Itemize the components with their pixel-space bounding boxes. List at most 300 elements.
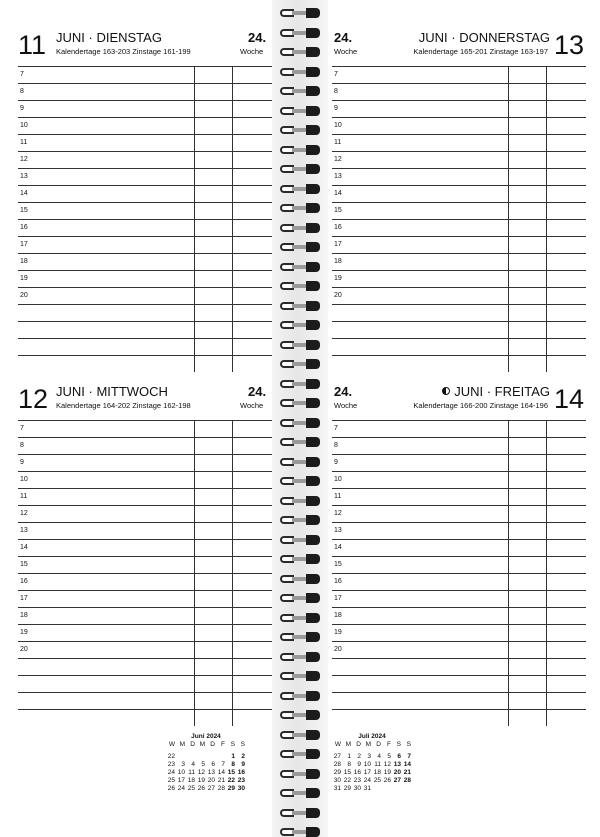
calendar-day: 4: [377, 753, 381, 760]
hour-label: 19: [20, 275, 28, 282]
column-divider: [508, 66, 509, 372]
spiral-ring: [280, 691, 320, 701]
calendar-day: [216, 753, 226, 761]
calendar-day: 5: [387, 753, 391, 760]
hour-label: 13: [20, 173, 28, 180]
spiral-ring: [280, 749, 320, 759]
spiral-ring: [280, 398, 320, 408]
calendar-day: 26: [197, 785, 205, 792]
spiral-ring: [280, 86, 320, 96]
spiral-ring: [280, 379, 320, 389]
hour-row[interactable]: [332, 692, 586, 709]
hour-row[interactable]: [332, 185, 586, 202]
calendar-day: 10: [363, 761, 371, 768]
calendar-day: 22: [343, 777, 351, 784]
mini-calendar-title: Juni 2024: [191, 733, 221, 740]
hour-row[interactable]: [332, 556, 586, 573]
hour-row[interactable]: [332, 219, 586, 236]
calendar-day: 3: [181, 761, 185, 768]
weekday-header: D: [376, 741, 381, 748]
weekday-header: D: [356, 741, 361, 748]
spiral-ring: [280, 359, 320, 369]
hour-row[interactable]: [332, 624, 586, 641]
hour-row[interactable]: [332, 573, 586, 590]
hour-grid: [332, 66, 586, 371]
hour-row[interactable]: [18, 304, 272, 321]
hour-grid: [332, 420, 586, 725]
hour-row[interactable]: [332, 287, 586, 304]
weekday-header: W: [334, 741, 341, 748]
hour-row[interactable]: [18, 624, 272, 641]
hour-row[interactable]: [18, 321, 272, 338]
hour-label: 7: [334, 71, 338, 78]
hour-label: 18: [334, 612, 342, 619]
calendar-day: [186, 753, 196, 761]
week-label: Woche: [240, 47, 264, 56]
weekday-header: M: [345, 741, 351, 748]
week-number-cell: 22: [167, 753, 175, 760]
day-number: 13: [553, 30, 584, 60]
calendar-day: 24: [177, 785, 185, 792]
calendar-day: 26: [383, 777, 391, 784]
weekday-header: D: [190, 741, 195, 748]
hour-label: 8: [334, 442, 338, 449]
calendar-day: 2: [357, 753, 361, 760]
hour-label: 14: [334, 190, 342, 197]
hour-label: 16: [20, 578, 28, 585]
calendar-day: [372, 785, 382, 793]
spiral-ring: [280, 515, 320, 525]
week-label: Woche: [240, 401, 264, 410]
left-page: [0, 0, 272, 837]
spiral-ring: [280, 574, 320, 584]
hour-label: 19: [334, 275, 342, 282]
hour-label: 20: [20, 292, 28, 299]
hour-row[interactable]: [332, 539, 586, 556]
hour-row[interactable]: [18, 117, 272, 134]
spiral-ring: [280, 593, 320, 603]
calendar-day: 5: [201, 761, 205, 768]
hour-row[interactable]: [18, 573, 272, 590]
hour-label: 13: [334, 527, 342, 534]
hour-label: 11: [334, 493, 342, 500]
hour-label: 10: [334, 122, 342, 129]
weekday-header: F: [221, 741, 225, 748]
week-number-cell: 24: [167, 769, 175, 776]
week-number: 24.: [248, 384, 267, 399]
hour-grid: [18, 66, 272, 371]
hour-row[interactable]: [332, 304, 586, 321]
spiral-binding: [272, 0, 328, 837]
hour-label: 9: [334, 105, 338, 112]
spiral-ring: [280, 203, 320, 213]
hour-row[interactable]: [18, 287, 272, 304]
mini-calendar-june: [166, 733, 246, 793]
spiral-ring: [280, 496, 320, 506]
calendar-day: 4: [191, 761, 195, 768]
week-number-cell: 31: [333, 785, 341, 792]
calendar-day: 29: [227, 785, 235, 792]
hour-label: 16: [334, 224, 342, 231]
hour-label: 18: [20, 258, 28, 265]
calendar-day: 6: [397, 753, 401, 760]
hour-row[interactable]: [18, 253, 272, 270]
hour-row[interactable]: [18, 437, 272, 454]
calendar-day: 8: [231, 761, 235, 768]
moon-phase-icon: [442, 387, 450, 395]
calendar-week-row: [166, 777, 246, 785]
hour-row[interactable]: [332, 338, 586, 355]
spiral-ring: [280, 242, 320, 252]
mini-calendar-grid: [166, 741, 246, 793]
hour-label: 9: [20, 105, 24, 112]
hour-row[interactable]: [18, 270, 272, 287]
week-number-cell: 29: [333, 769, 341, 776]
calendar-day: 13: [393, 761, 401, 768]
calendar-day: 27: [207, 785, 215, 792]
calendar-day: 7: [407, 753, 411, 760]
hour-row[interactable]: [332, 355, 586, 372]
hour-row[interactable]: [18, 641, 272, 658]
hour-label: 10: [20, 122, 28, 129]
hour-label: 16: [334, 578, 342, 585]
hour-label: 12: [20, 156, 28, 163]
spiral-ring: [280, 671, 320, 681]
calendar-day: [176, 753, 186, 761]
hour-row[interactable]: [332, 253, 586, 270]
calendar-day: 28: [403, 777, 411, 784]
calendar-day: 22: [227, 777, 235, 784]
calendar-week-row: [166, 753, 246, 761]
spiral-ring: [280, 106, 320, 116]
hour-row[interactable]: [18, 151, 272, 168]
spiral-ring: [280, 8, 320, 18]
spiral-ring: [280, 125, 320, 135]
spiral-ring: [280, 418, 320, 428]
hour-grid: [18, 420, 272, 725]
week-number: 24.: [334, 384, 353, 399]
spiral-ring: [280, 769, 320, 779]
spiral-ring: [280, 554, 320, 564]
spiral-ring: [280, 164, 320, 174]
calendar-day: 19: [197, 777, 205, 784]
calendar-day: 23: [353, 777, 361, 784]
spiral-ring: [280, 730, 320, 740]
hour-row[interactable]: [18, 488, 272, 505]
calendar-day: 25: [187, 785, 195, 792]
week-number-cell: 28: [333, 761, 341, 768]
calendar-day: 31: [363, 785, 371, 792]
calendar-day: 3: [367, 753, 371, 760]
hour-label: 15: [334, 561, 342, 568]
calendar-day: 9: [357, 761, 361, 768]
hour-label: 10: [20, 476, 28, 483]
spiral-ring: [280, 281, 320, 291]
calendar-day: 6: [211, 761, 215, 768]
hour-label: 15: [334, 207, 342, 214]
hour-label: 9: [20, 459, 24, 466]
calendar-day: 14: [217, 769, 225, 776]
hour-row[interactable]: [18, 539, 272, 556]
calendar-day: 30: [353, 785, 361, 792]
calendar-day: 13: [207, 769, 215, 776]
spiral-ring: [280, 476, 320, 486]
calendar-day: 23: [237, 777, 245, 784]
calendar-day: [196, 753, 206, 761]
hour-row[interactable]: [18, 590, 272, 607]
column-divider: [232, 420, 233, 726]
hour-row[interactable]: [332, 590, 586, 607]
calendar-day: [402, 785, 412, 793]
week-number: 24.: [248, 30, 267, 45]
mini-calendar-grid: [332, 741, 412, 793]
hour-label: 10: [334, 476, 342, 483]
hour-label: 11: [20, 493, 28, 500]
spiral-ring: [280, 262, 320, 272]
hour-row[interactable]: [18, 236, 272, 253]
hour-row[interactable]: [332, 202, 586, 219]
hour-row[interactable]: [332, 100, 586, 117]
hour-label: 19: [20, 629, 28, 636]
calendar-week-row: [332, 761, 412, 769]
hour-label: 11: [334, 139, 342, 146]
hour-label: 7: [20, 425, 24, 432]
spiral-ring: [280, 710, 320, 720]
spiral-ring: [280, 808, 320, 818]
hour-row[interactable]: [332, 709, 586, 726]
hour-row[interactable]: [332, 168, 586, 185]
hour-row[interactable]: [18, 100, 272, 117]
hour-row[interactable]: [18, 202, 272, 219]
calendar-day: 18: [373, 769, 381, 776]
hour-label: 11: [20, 139, 28, 146]
day-title: JUNI · MITTWOCH: [56, 384, 168, 399]
column-divider: [508, 420, 509, 726]
calendar-day: 19: [383, 769, 391, 776]
hour-row[interactable]: [18, 338, 272, 355]
hour-row[interactable]: [332, 607, 586, 624]
calendar-day: 27: [393, 777, 401, 784]
mini-calendar-title: Juli 2024: [358, 733, 386, 740]
hour-label: 19: [334, 629, 342, 636]
hour-row[interactable]: [332, 151, 586, 168]
hour-row[interactable]: [332, 134, 586, 151]
hour-row[interactable]: [18, 658, 272, 675]
spiral-ring: [280, 827, 320, 837]
hour-row[interactable]: [18, 168, 272, 185]
spiral-ring: [280, 613, 320, 623]
hour-row[interactable]: [18, 355, 272, 372]
day-subtitle: Kalendertage 164-202 Zinstage 162-198: [56, 401, 191, 410]
spiral-ring: [280, 652, 320, 662]
hour-row[interactable]: [332, 505, 586, 522]
calendar-day: 11: [188, 769, 195, 776]
hour-row[interactable]: [18, 219, 272, 236]
hour-row[interactable]: [18, 607, 272, 624]
weekday-header: S: [230, 741, 235, 748]
calendar-day: 24: [363, 777, 371, 784]
hour-label: 14: [334, 544, 342, 551]
hour-label: 18: [334, 258, 342, 265]
hour-label: 15: [20, 561, 28, 568]
calendar-day: 17: [177, 777, 185, 784]
spiral-ring: [280, 145, 320, 155]
calendar-day: 29: [343, 785, 351, 792]
day-title: [442, 385, 550, 399]
hour-label: 20: [334, 292, 342, 299]
hour-row[interactable]: [332, 488, 586, 505]
hour-label: 9: [334, 459, 338, 466]
hour-label: 13: [334, 173, 342, 180]
weekday-header: M: [365, 741, 371, 748]
weekday-header: D: [210, 741, 215, 748]
hour-label: 18: [20, 612, 28, 619]
calendar-week-row: [166, 769, 246, 777]
right-page: [328, 0, 600, 837]
hour-row[interactable]: [18, 556, 272, 573]
hour-row[interactable]: [332, 270, 586, 287]
calendar-day: 9: [241, 761, 245, 768]
calendar-day: 16: [237, 769, 245, 776]
weekday-header: M: [199, 741, 205, 748]
hour-label: 15: [20, 207, 28, 214]
column-divider: [232, 66, 233, 372]
calendar-day: 25: [373, 777, 381, 784]
calendar-week-row: [166, 761, 246, 769]
day-title: JUNI · DONNERSTAG: [418, 30, 550, 45]
calendar-day: 8: [347, 761, 351, 768]
spiral-ring: [280, 67, 320, 77]
calendar-day: 20: [207, 777, 215, 784]
hour-row[interactable]: [332, 437, 586, 454]
spiral-ring: [280, 28, 320, 38]
hour-label: 17: [334, 241, 342, 248]
hour-row[interactable]: [332, 471, 586, 488]
day-title: JUNI · DIENSTAG: [56, 30, 162, 45]
hour-row[interactable]: [332, 83, 586, 100]
hour-row[interactable]: [332, 675, 586, 692]
spiral-ring: [280, 535, 320, 545]
hour-row[interactable]: [332, 522, 586, 539]
hour-row[interactable]: [18, 66, 272, 83]
hour-row[interactable]: [332, 454, 586, 471]
week-label: Woche: [334, 47, 358, 56]
column-divider: [546, 420, 547, 726]
hour-row[interactable]: [332, 420, 586, 437]
day-title-text: JUNI · FREITAG: [454, 384, 550, 399]
hour-row[interactable]: [18, 522, 272, 539]
calendar-day: 15: [227, 769, 235, 776]
weekday-header: F: [387, 741, 391, 748]
hour-label: 8: [20, 88, 24, 95]
hour-label: 20: [334, 646, 342, 653]
week-number-cell: 26: [167, 785, 175, 792]
spiral-ring: [280, 437, 320, 447]
hour-row[interactable]: [18, 420, 272, 437]
hour-row[interactable]: [18, 185, 272, 202]
calendar-week-row: [332, 769, 412, 777]
calendar-week-row: [332, 785, 412, 793]
week-number-cell: 23: [167, 761, 175, 768]
calendar-day: 16: [353, 769, 361, 776]
calendar-week-row: [332, 753, 412, 761]
spiral-ring: [280, 320, 320, 330]
spiral-ring: [280, 632, 320, 642]
hour-row[interactable]: [18, 505, 272, 522]
weekday-header: S: [396, 741, 401, 748]
day-subtitle: Kalendertage 165-201 Zinstage 163-197: [413, 47, 548, 56]
calendar-day: 12: [197, 769, 205, 776]
calendar-day: 17: [363, 769, 371, 776]
calendar-day: [206, 753, 216, 761]
calendar-day: 30: [237, 785, 245, 792]
hour-label: 8: [20, 442, 24, 449]
hour-row[interactable]: [18, 454, 272, 471]
hour-label: 12: [334, 510, 342, 517]
spiral-ring: [280, 184, 320, 194]
calendar-day: 11: [374, 761, 381, 768]
calendar-day: 20: [393, 769, 401, 776]
hour-label: 17: [20, 595, 28, 602]
hour-row[interactable]: [18, 134, 272, 151]
hour-label: 7: [334, 425, 338, 432]
week-label: Woche: [334, 401, 358, 410]
hour-row[interactable]: [18, 675, 272, 692]
spiral-ring: [280, 223, 320, 233]
hour-row[interactable]: [18, 83, 272, 100]
column-divider: [546, 66, 547, 372]
hour-label: 20: [20, 646, 28, 653]
week-number-cell: 30: [333, 777, 341, 784]
mini-calendar-july: [332, 733, 412, 793]
column-divider: [194, 420, 195, 726]
hour-row[interactable]: [332, 321, 586, 338]
hour-row[interactable]: [332, 66, 586, 83]
hour-row[interactable]: [332, 236, 586, 253]
hour-row[interactable]: [332, 641, 586, 658]
spiral-ring: [280, 47, 320, 57]
calendar-week-row: [332, 777, 412, 785]
calendar-day: [382, 785, 392, 793]
hour-label: 8: [334, 88, 338, 95]
hour-row[interactable]: [332, 117, 586, 134]
calendar-day: 28: [217, 785, 225, 792]
hour-row[interactable]: [18, 709, 272, 726]
weekday-header: S: [406, 741, 411, 748]
spiral-ring: [280, 340, 320, 350]
hour-row[interactable]: [18, 471, 272, 488]
calendar-day: 21: [217, 777, 225, 784]
weekday-header: S: [240, 741, 245, 748]
calendar-day: 1: [231, 753, 235, 760]
week-number-cell: 25: [167, 777, 175, 784]
calendar-day: 21: [403, 769, 411, 776]
hour-label: 12: [334, 156, 342, 163]
spiral-ring: [280, 457, 320, 467]
day-subtitle: Kalendertage 166-200 Zinstage 164-196: [413, 401, 548, 410]
calendar-day: 7: [221, 761, 225, 768]
calendar-day: 10: [177, 769, 185, 776]
calendar-day: 15: [343, 769, 351, 776]
hour-row[interactable]: [332, 658, 586, 675]
week-number: 24.: [334, 30, 353, 45]
calendar-day: 12: [383, 761, 391, 768]
column-divider: [194, 66, 195, 372]
day-number: 12: [18, 384, 49, 414]
hour-row[interactable]: [18, 692, 272, 709]
day-number: 11: [18, 30, 47, 60]
calendar-day: 1: [347, 753, 351, 760]
